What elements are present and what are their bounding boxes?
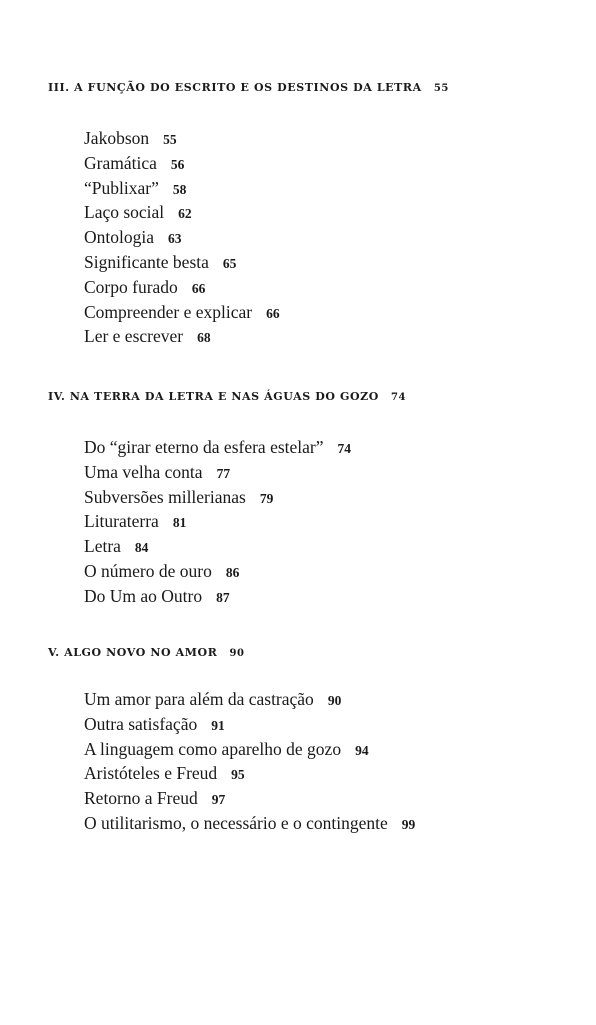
entry-title: Outra satisfação xyxy=(84,713,198,734)
toc-entry xyxy=(84,201,449,226)
chapter-entries xyxy=(84,127,449,350)
chapter-heading xyxy=(48,81,449,96)
entry-page-number: 94 xyxy=(355,742,369,758)
toc-entry xyxy=(84,738,415,763)
entry-page-number: 91 xyxy=(211,717,225,733)
entry-page-number: 68 xyxy=(197,330,211,346)
toc-entry xyxy=(84,226,449,251)
entry-page-number: 62 xyxy=(178,206,192,222)
entry-page-number: 87 xyxy=(216,589,230,605)
toc-entry xyxy=(84,127,449,152)
toc-entry xyxy=(84,560,406,585)
entry-title: Uma velha conta xyxy=(84,461,203,482)
toc-entry xyxy=(84,688,415,713)
entry-title: Aristóteles e Freud xyxy=(84,763,218,784)
chapter-heading xyxy=(48,646,415,661)
toc-entry xyxy=(84,177,449,202)
toc-entry xyxy=(84,325,449,350)
chapter-heading xyxy=(48,390,406,405)
entry-page-number: 55 xyxy=(163,132,177,147)
entry-title: Subversões millerianas xyxy=(84,486,246,507)
entry-page-number: 74 xyxy=(337,441,352,456)
chapter-section xyxy=(48,390,406,610)
entry-page-number: 86 xyxy=(225,564,240,580)
entry-page-number: 97 xyxy=(211,792,226,808)
toc-entry xyxy=(84,436,406,461)
entry-title: “Publixar” xyxy=(84,177,159,198)
entry-title: Ontologia xyxy=(84,227,154,248)
toc-entry xyxy=(84,276,449,301)
entry-title: Significante besta xyxy=(84,251,209,272)
entry-title: Retorno a Freud xyxy=(84,788,198,809)
toc-entry xyxy=(84,787,415,812)
entry-page-number: 84 xyxy=(134,540,149,556)
entry-title: Ler e escrever xyxy=(84,326,184,347)
entry-title: Compreender e explicar xyxy=(84,301,253,322)
toc-entry xyxy=(84,461,406,486)
toc-entry xyxy=(84,486,406,511)
entry-page-number: 77 xyxy=(216,465,231,481)
chapter-title: IV. NA TERRA DA LETRA E NAS ÁGUAS DO GOZO xyxy=(48,390,379,403)
entry-page-number: 66 xyxy=(266,305,280,321)
toc-entry xyxy=(84,585,406,610)
chapter-page-number: 55 xyxy=(433,83,449,94)
toc-entry xyxy=(84,152,449,177)
entry-page-number: 81 xyxy=(172,515,187,531)
toc-entry xyxy=(84,812,415,837)
chapter-entries xyxy=(84,436,406,610)
entry-page-number: 90 xyxy=(327,693,342,708)
toc-entry xyxy=(84,713,415,738)
chapter-section xyxy=(48,81,449,350)
toc-entry xyxy=(84,301,449,326)
toc-entry xyxy=(84,535,406,560)
entry-title: Lituraterra xyxy=(84,511,159,532)
entry-page-number: 58 xyxy=(172,181,187,197)
entry-page-number: 66 xyxy=(191,280,206,296)
entry-title: Jakobson xyxy=(84,128,150,148)
entry-title: Corpo furado xyxy=(84,276,178,297)
entry-title: Gramática xyxy=(84,152,157,173)
chapter-entries xyxy=(84,688,415,837)
toc-entry xyxy=(84,762,415,787)
entry-title: O número de ouro xyxy=(84,560,212,581)
chapter-section xyxy=(48,646,415,837)
chapter-page-number: 90 xyxy=(229,648,245,659)
entry-title: Laço social xyxy=(84,202,165,223)
entry-title: Do “girar eterno da esfera estelar” xyxy=(84,437,324,457)
entry-title: Letra xyxy=(84,536,121,557)
entry-page-number: 65 xyxy=(222,255,237,271)
entry-title: O utilitarismo, o necessário e o contingente xyxy=(84,812,388,833)
entry-page-number: 99 xyxy=(401,816,416,832)
entry-title: Do Um ao Outro xyxy=(84,585,203,606)
entry-page-number: 56 xyxy=(170,156,185,172)
entry-title: Um amor para além da castração xyxy=(84,689,314,709)
chapter-title: V. ALGO NOVO NO AMOR xyxy=(48,646,218,659)
entry-page-number: 95 xyxy=(231,767,245,783)
toc-entry xyxy=(84,251,449,276)
chapter-title: III. A FUNÇÃO DO ESCRITO E OS DESTINOS DA LETRA xyxy=(48,81,422,94)
entry-title: A linguagem como aparelho de gozo xyxy=(84,738,342,759)
entry-page-number: 79 xyxy=(259,490,274,506)
chapter-page-number: 74 xyxy=(390,392,407,403)
toc-entry xyxy=(84,510,406,535)
entry-page-number: 63 xyxy=(168,231,182,247)
